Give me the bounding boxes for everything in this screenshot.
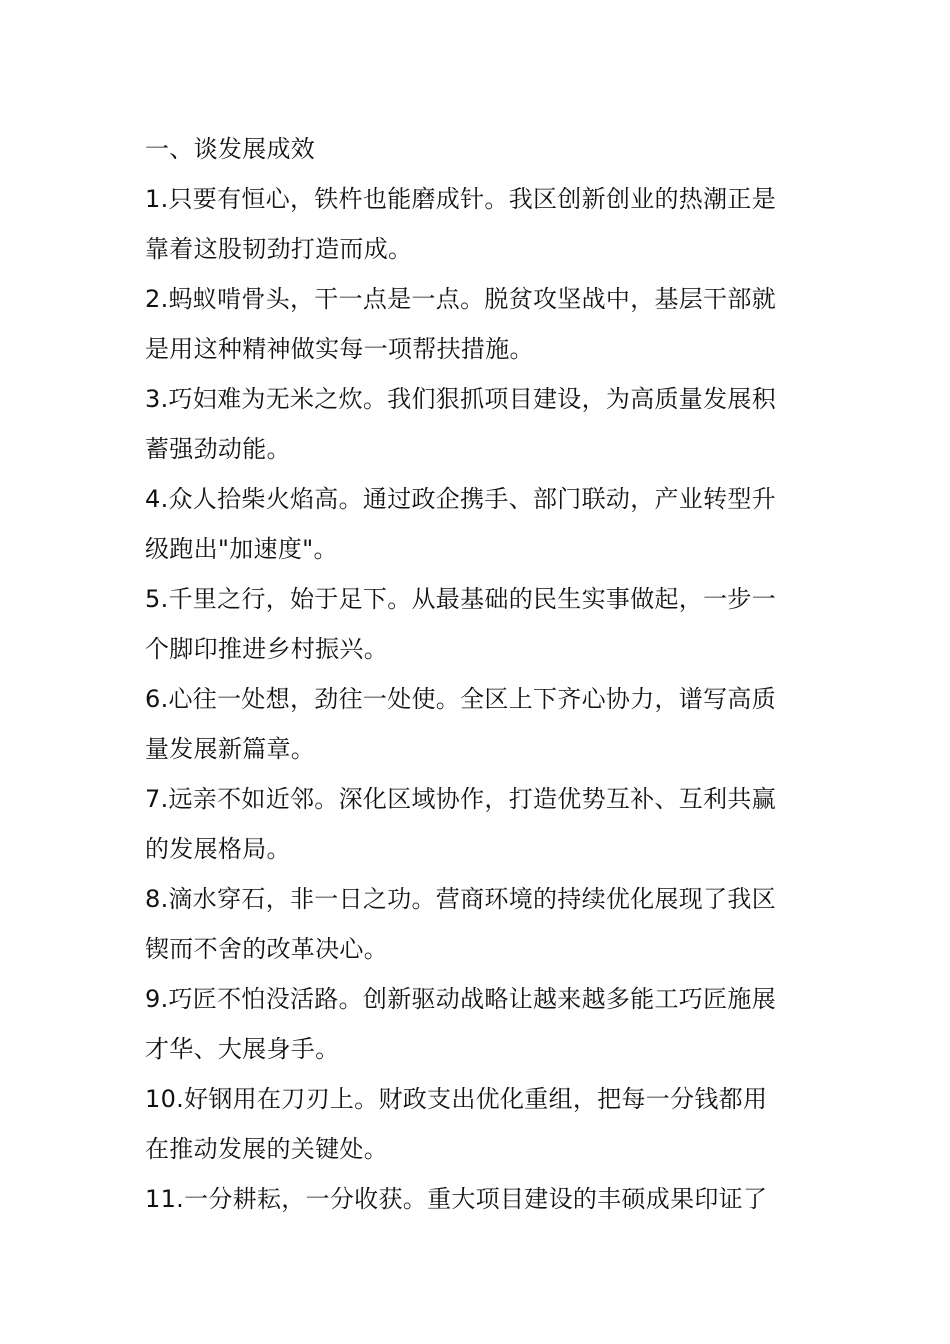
text-line: 8.滴水穿石，非一日之功。营商环境的持续优化展现了我区: [145, 885, 776, 913]
text-line: 量发展新篇章。: [145, 735, 316, 763]
text-line: 在推动发展的关键处。: [145, 1135, 388, 1163]
text-line: 靠着这股韧劲打造而成。: [145, 235, 413, 263]
text-line: 1.只要有恒心，铁杵也能磨成针。我区创新创业的热潮正是: [145, 185, 776, 213]
document-body: [145, 124, 811, 1224]
text-line: 个脚印推进乡村振兴。: [145, 635, 388, 663]
text-line: 的发展格局。: [145, 835, 291, 863]
text-line: 4.众人拾柴火焰高。通过政企携手、部门联动，产业转型升: [145, 485, 776, 513]
text-line: 锲而不舍的改革决心。: [145, 935, 388, 963]
text-line: 2.蚂蚁啃骨头，干一点是一点。脱贫攻坚战中，基层干部就: [145, 285, 776, 313]
text-line: 级跑出"加速度"。: [145, 535, 338, 563]
text-line: 7.远亲不如近邻。深化区域协作，打造优势互补、互利共赢: [145, 785, 776, 813]
text-line: 蓄强劲动能。: [145, 435, 291, 463]
text-line: 11.一分耕耘，一分收获。重大项目建设的丰硕成果印证了: [145, 1185, 768, 1213]
section-heading: 一、谈发展成效: [145, 135, 316, 163]
text-line: 9.巧匠不怕没活路。创新驱动战略让越来越多能工巧匠施展: [145, 985, 776, 1013]
text-line: 5.千里之行，始于足下。从最基础的民生实事做起，一步一: [145, 585, 776, 613]
text-line: 是用这种精神做实每一项帮扶措施。: [145, 335, 534, 363]
text-line: 6.心往一处想，劲往一处使。全区上下齐心协力，谱写高质: [145, 685, 776, 713]
text-line: 3.巧妇难为无米之炊。我们狠抓项目建设，为高质量发展积: [145, 385, 776, 413]
text-line: 才华、大展身手。: [145, 1035, 340, 1063]
text-line: 10.好钢用在刀刃上。财政支出优化重组，把每一分钱都用: [145, 1085, 768, 1113]
